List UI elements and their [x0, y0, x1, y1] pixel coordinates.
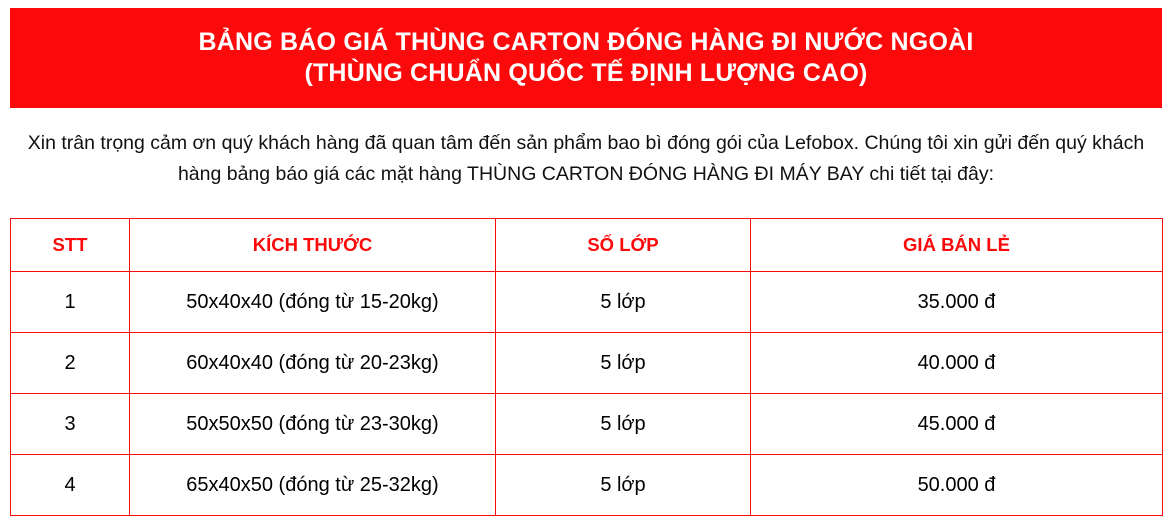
intro-paragraph: Xin trân trọng cảm ơn quý khách hàng đã quan tâm đến sản phẩm bao bì đóng gói của Lefobox. Chúng tôi xin gửi đến quý khách hàng bảng báo giá các mặt hàng THÙNG CARTON ĐÓNG HÀNG ĐI MÁY BAY chi tiết tại đây:: [27, 132, 1145, 186]
column-header-size: KÍCH THƯỚC: [130, 219, 496, 272]
banner-title-line-1: BẢNG BÁO GIÁ THÙNG CARTON ĐÓNG HÀNG ĐI NƯỚC NGOÀI: [198, 27, 974, 56]
table-row: [11, 333, 1163, 394]
table-header-row: [11, 219, 1163, 272]
banner-title-line-2: (THÙNG CHUẨN QUỐC TẾ ĐỊNH LƯỢNG CAO): [304, 59, 868, 87]
cell-layers: 5 lớp: [496, 455, 751, 516]
cell-price: 35.000 đ: [751, 272, 1163, 333]
table-row: [11, 272, 1163, 333]
price-table-container: [10, 218, 1162, 516]
cell-stt: 2: [11, 333, 130, 394]
column-header-stt: STT: [11, 219, 130, 272]
cell-size: 50x40x40 (đóng từ 15-20kg): [130, 272, 496, 333]
column-header-price: GIÁ BÁN LẺ: [751, 219, 1163, 272]
table-row: [11, 455, 1163, 516]
column-header-layers: SỐ LỚP: [496, 219, 751, 272]
price-table: [10, 218, 1163, 516]
table-row: [11, 394, 1163, 455]
cell-price: 40.000 đ: [751, 333, 1163, 394]
cell-price: 50.000 đ: [751, 455, 1163, 516]
cell-size: 60x40x40 (đóng từ 20-23kg): [130, 333, 496, 394]
title-banner: [10, 8, 1162, 108]
cell-stt: 1: [11, 272, 130, 333]
cell-stt: 3: [11, 394, 130, 455]
cell-layers: 5 lớp: [496, 333, 751, 394]
cell-size: 65x40x50 (đóng từ 25-32kg): [130, 455, 496, 516]
cell-layers: 5 lớp: [496, 272, 751, 333]
cell-price: 45.000 đ: [751, 394, 1163, 455]
cell-stt: 4: [11, 455, 130, 516]
cell-size: 50x50x50 (đóng từ 23-30kg): [130, 394, 496, 455]
cell-layers: 5 lớp: [496, 394, 751, 455]
